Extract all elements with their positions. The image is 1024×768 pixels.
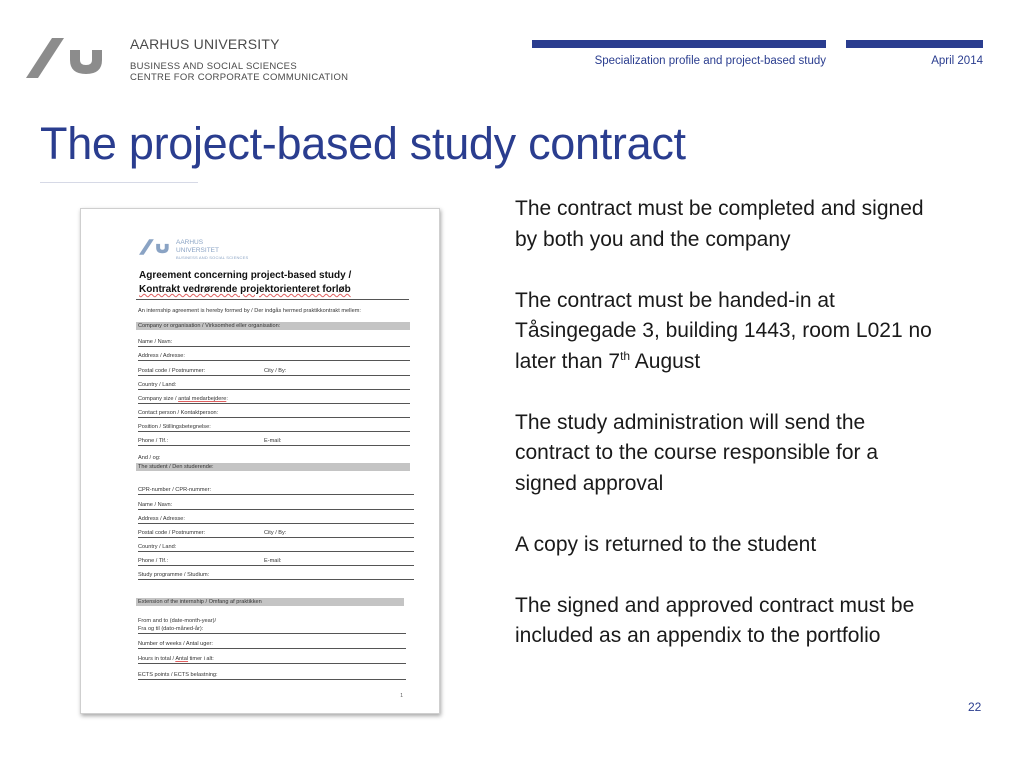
doc-university-name: AARHUS UNIVERSITET [176, 239, 219, 254]
doc-page-number: 1 [400, 693, 403, 699]
doc-field-ects: ECTS points / ECTS belastning: [138, 671, 406, 680]
presentation-title: Specialization profile and project-based study [594, 55, 826, 67]
doc-and: And / og: [138, 455, 161, 461]
doc-field-postal: Postal code / Postnummer: City / By: [138, 367, 410, 376]
doc-logo-icon [139, 239, 171, 255]
doc-field-hours: Hours in total / Antal timer i alt: [138, 655, 406, 664]
doc-title: Agreement concerning project-based study / Kontrakt vedrørende projektorienteret forløb [139, 270, 352, 295]
doc-field-contact: Contact person / Kontaktperson: [138, 409, 410, 418]
header-bar-right [846, 40, 983, 48]
paragraph-administration: The study administration will send the contract to the course responsible for a signed approval [515, 410, 879, 495]
presentation-date: April 2014 [931, 55, 983, 67]
doc-field-name: Name / Navn: [138, 338, 410, 347]
doc-field-company-size: Company size / antal medarbejdere: [138, 395, 410, 404]
doc-section-company: Company or organisation / Virksomhed eller organisation: [136, 322, 410, 330]
aarhus-university-logo-icon [26, 38, 108, 78]
paragraph-complete-sign: The contract must be completed and signed by both you and the company [515, 197, 924, 251]
paragraph-copy-returned: A copy is returned to the student [515, 532, 817, 556]
slide-title: The project-based study contract [40, 118, 686, 169]
title-divider [40, 182, 198, 183]
doc-intro: An internship agreement is hereby formed by / Der indgås hermed praktikkontrakt mellem: [138, 308, 361, 314]
doc-field-phone: Phone / Tlf.: E-mail: [138, 437, 410, 446]
doc-field-dates: Fra og til (dato-måned-år): [138, 625, 406, 634]
slide-page-number: 22 [968, 700, 982, 714]
slide-body [515, 194, 935, 652]
doc-field-position: Position / Stillingsbetegnelse: [138, 423, 410, 432]
contract-document-image [80, 208, 440, 714]
doc-field-student-postal: Postal code / Postnummer: City / By: [138, 529, 414, 538]
doc-faculty: BUSINESS AND SOCIAL SCIENCES [176, 255, 249, 260]
doc-field-country: Country / Land: [138, 381, 410, 390]
doc-field-student-address: Address / Adresse: [138, 515, 414, 524]
doc-field-cpr: CPR-number / CPR-nummer: [138, 486, 414, 495]
faculty-name: BUSINESS AND SOCIAL SCIENCES [130, 61, 297, 72]
doc-section-extension: Extension of the internship / Omfang af praktikken [136, 598, 404, 606]
university-name: AARHUS UNIVERSITY [130, 36, 280, 52]
doc-field-programme: Study programme / Studium: [138, 571, 414, 580]
doc-section-student: The student / Den studerende: [136, 463, 410, 471]
doc-divider [136, 299, 409, 300]
doc-field-weeks: Number of weeks / Antal uger: [138, 640, 406, 649]
doc-field-student-name: Name / Navn: [138, 501, 414, 510]
header-bar-left [532, 40, 826, 48]
doc-field-student-country: Country / Land: [138, 543, 414, 552]
doc-field-student-phone: Phone / Tlf.: E-mail: [138, 557, 414, 566]
doc-dates-label-1: From and to (date-month-year)/ [138, 618, 217, 624]
centre-name: CENTRE FOR CORPORATE COMMUNICATION [130, 72, 349, 83]
paragraph-hand-in: The contract must be handed-in at Tåsingegade 3, building 1443, room L021 no later than 7th August [515, 288, 932, 373]
paragraph-appendix: The signed and approved contract must be included as an appendix to the portfolio [515, 593, 915, 647]
doc-field-address: Address / Adresse: [138, 352, 410, 361]
